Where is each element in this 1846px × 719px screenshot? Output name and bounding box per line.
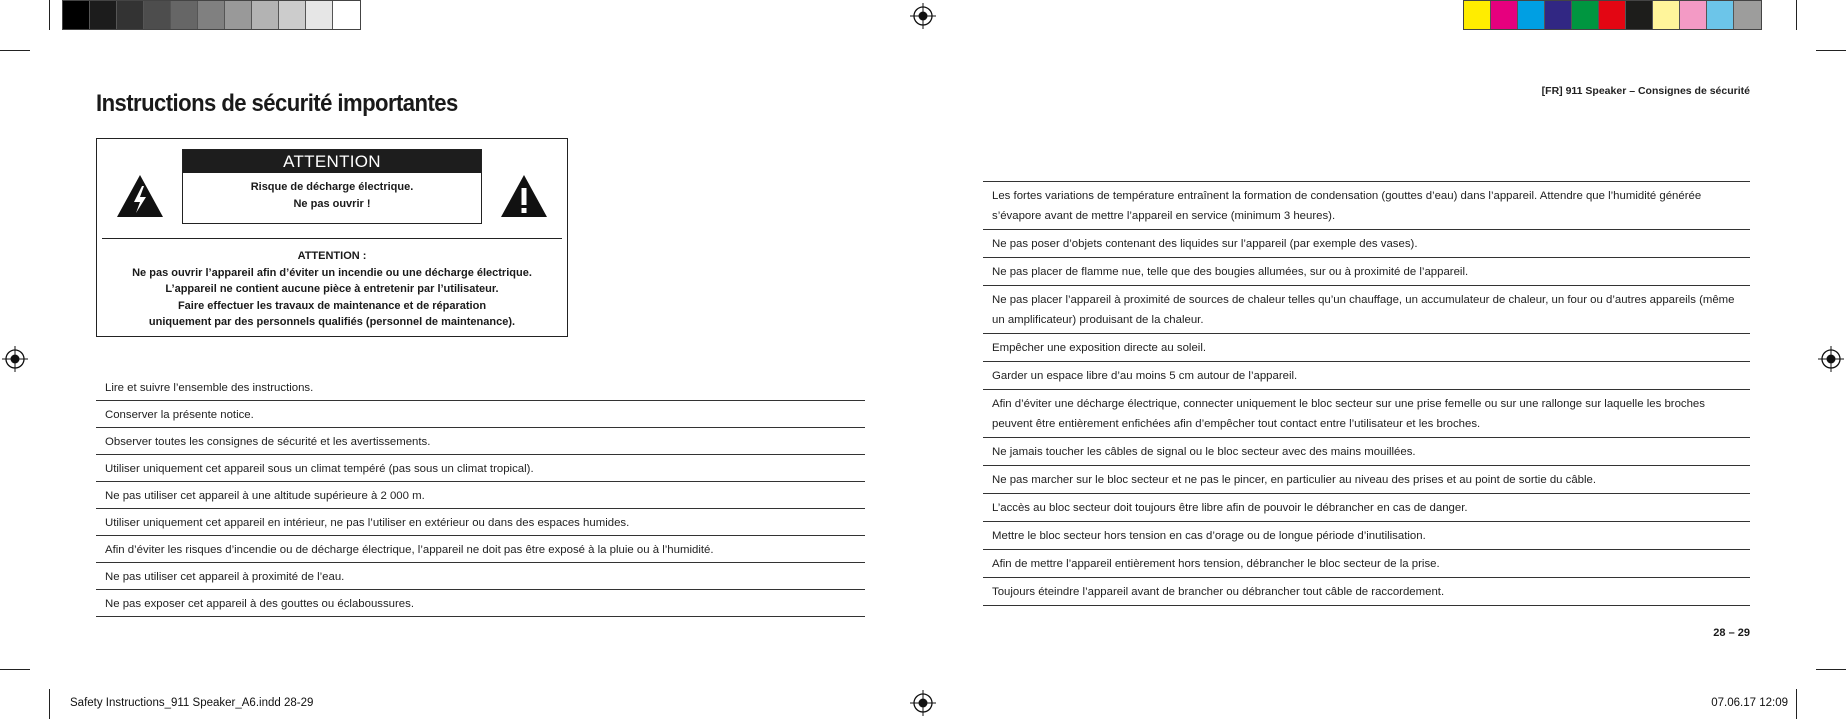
- crop-mark-right-bottom: [1816, 669, 1846, 670]
- list-item: Lire et suivre l’ensemble des instructions.: [96, 374, 865, 401]
- color-swatch: [1464, 1, 1491, 29]
- crop-mark-left-bottom: [0, 669, 30, 670]
- color-swatch: [252, 1, 279, 29]
- color-swatch: [279, 1, 306, 29]
- slug-date: 07.06.17 12:09: [1711, 697, 1788, 709]
- list-item: Observer toutes les consignes de sécurité et les avertissements.: [96, 428, 865, 455]
- attention-line: Risque de décharge électrique.: [250, 181, 414, 193]
- color-swatch: [1599, 1, 1626, 29]
- list-item: Utiliser uniquement cet appareil sous un climat tempéré (pas sous un climat tropical).: [96, 455, 865, 482]
- warning-divider: [102, 238, 562, 239]
- list-item: Ne pas exposer cet appareil à des gouttes ou éclaboussures.: [96, 590, 865, 617]
- warning-text: [97, 248, 567, 331]
- process-color-bar: [1463, 0, 1762, 30]
- running-head: [FR] 911 Speaker – Consignes de sécurité: [1541, 85, 1750, 97]
- attention-label: [182, 149, 482, 224]
- electric-shock-warning-icon: [115, 173, 165, 219]
- list-item: Ne pas placer l’appareil à proximité de sources de chaleur telles qu’un chauffage, un accumulateur de chaleur, un four ou d’autres appareils (même un amplificateur) produisant de la chaleur.: [983, 286, 1750, 334]
- warning-text-line: uniquement par des personnels qualifiés (personnel de maintenance).: [148, 316, 516, 328]
- color-swatch: [1545, 1, 1572, 29]
- list-item: L’accès au bloc secteur doit toujours être libre afin de pouvoir le débrancher en cas de danger.: [983, 494, 1750, 522]
- left-instruction-list: [96, 374, 865, 617]
- color-swatch: [1707, 1, 1734, 29]
- list-item: Ne pas poser d’objets contenant des liquides sur l’appareil (par exemple des vases).: [983, 230, 1750, 258]
- list-item: Les fortes variations de température entraînent la formation de condensation (gouttes d’eau) dans l’appareil. Attendre que l’humidité générée s’évapore avant de mettre l’appareil en service (minimum 3 heures).: [983, 182, 1750, 230]
- list-item: Empêcher une exposition directe au soleil.: [983, 334, 1750, 362]
- list-item: Afin d’éviter une décharge électrique, connecter uniquement le bloc secteur sur une prise femelle ou sur une rallonge sur laquelle les broches peuvent être entièrement enfichées afin d’empêcher tout contact entre l’utilisateur et les broches.: [983, 390, 1750, 438]
- crop-mark-top-right: [1796, 0, 1797, 30]
- warning-box: [96, 138, 568, 337]
- color-swatch: [306, 1, 333, 29]
- list-item: Afin d’éviter les risques d’incendie ou de décharge électrique, l’appareil ne doit pas être exposé à la pluie ou à l’humidité.: [96, 536, 865, 563]
- warning-text-line: ATTENTION :: [297, 250, 367, 262]
- list-item: Garder un espace libre d’au moins 5 cm autour de l’appareil.: [983, 362, 1750, 390]
- color-swatch: [1491, 1, 1518, 29]
- color-swatch: [117, 1, 144, 29]
- list-item: Mettre le bloc secteur hors tension en cas d’orage ou de longue période d’inutilisation.: [983, 522, 1750, 550]
- color-swatch: [1518, 1, 1545, 29]
- registration-mark-icon: [1818, 346, 1844, 372]
- exclamation-warning-icon: [499, 173, 549, 219]
- crop-mark-bottom-left: [49, 689, 50, 719]
- color-swatch: [63, 1, 90, 29]
- color-swatch: [144, 1, 171, 29]
- color-swatch: [90, 1, 117, 29]
- registration-mark-icon: [910, 3, 936, 29]
- slug-filename: Safety Instructions_911 Speaker_A6.indd 28-29: [70, 697, 314, 709]
- list-item: Afin de mettre l’appareil entièrement hors tension, débrancher le bloc secteur de la prise.: [983, 550, 1750, 578]
- registration-mark-icon: [910, 690, 936, 716]
- gray-color-bar: [62, 0, 361, 30]
- list-item: Conserver la présente notice.: [96, 401, 865, 428]
- color-swatch: [333, 1, 360, 29]
- color-swatch: [1734, 1, 1761, 29]
- list-item: Ne pas utiliser cet appareil à une altitude supérieure à 2 000 m.: [96, 482, 865, 509]
- attention-header: ATTENTION: [183, 150, 481, 173]
- color-swatch: [1626, 1, 1653, 29]
- crop-mark-bottom-right: [1796, 689, 1797, 719]
- color-swatch: [1653, 1, 1680, 29]
- list-item: Ne pas placer de flamme nue, telle que des bougies allumées, sur ou à proximité de l’appareil.: [983, 258, 1750, 286]
- warning-text-line: Ne pas ouvrir l’appareil afin d’éviter un incendie ou une décharge électrique.: [132, 266, 532, 279]
- color-swatch: [198, 1, 225, 29]
- color-swatch: [1572, 1, 1599, 29]
- registration-mark-icon: [2, 346, 28, 372]
- list-item: Ne pas marcher sur le bloc secteur et ne pas le pincer, en particulier au niveau des prises et au point de sortie du câble.: [983, 466, 1750, 494]
- attention-body: [183, 173, 481, 213]
- list-item: Ne pas utiliser cet appareil à proximité de l’eau.: [96, 563, 865, 590]
- list-item: Ne jamais toucher les câbles de signal ou le bloc secteur avec des mains mouillées.: [983, 438, 1750, 466]
- warning-text-line: L’appareil ne contient aucune pièce à entretenir par l’utilisateur.: [165, 283, 499, 295]
- color-swatch: [171, 1, 198, 29]
- list-item: Utiliser uniquement cet appareil en intérieur, ne pas l’utiliser en extérieur ou dans des espaces humides.: [96, 509, 865, 536]
- list-item: Toujours éteindre l’appareil avant de brancher ou débrancher tout câble de raccordement.: [983, 578, 1750, 606]
- attention-line: Ne pas ouvrir !: [293, 198, 371, 210]
- crop-mark-left-top: [0, 50, 30, 51]
- right-instruction-list: [983, 181, 1750, 606]
- crop-mark-top-left: [49, 0, 50, 30]
- color-swatch: [225, 1, 252, 29]
- page-number: 28 – 29: [1713, 627, 1750, 639]
- page-title: Instructions de sécurité importantes: [96, 90, 458, 117]
- crop-mark-right-top: [1816, 50, 1846, 51]
- warning-text-line: Faire effectuer les travaux de maintenance et de réparation: [177, 299, 487, 312]
- color-swatch: [1680, 1, 1707, 29]
